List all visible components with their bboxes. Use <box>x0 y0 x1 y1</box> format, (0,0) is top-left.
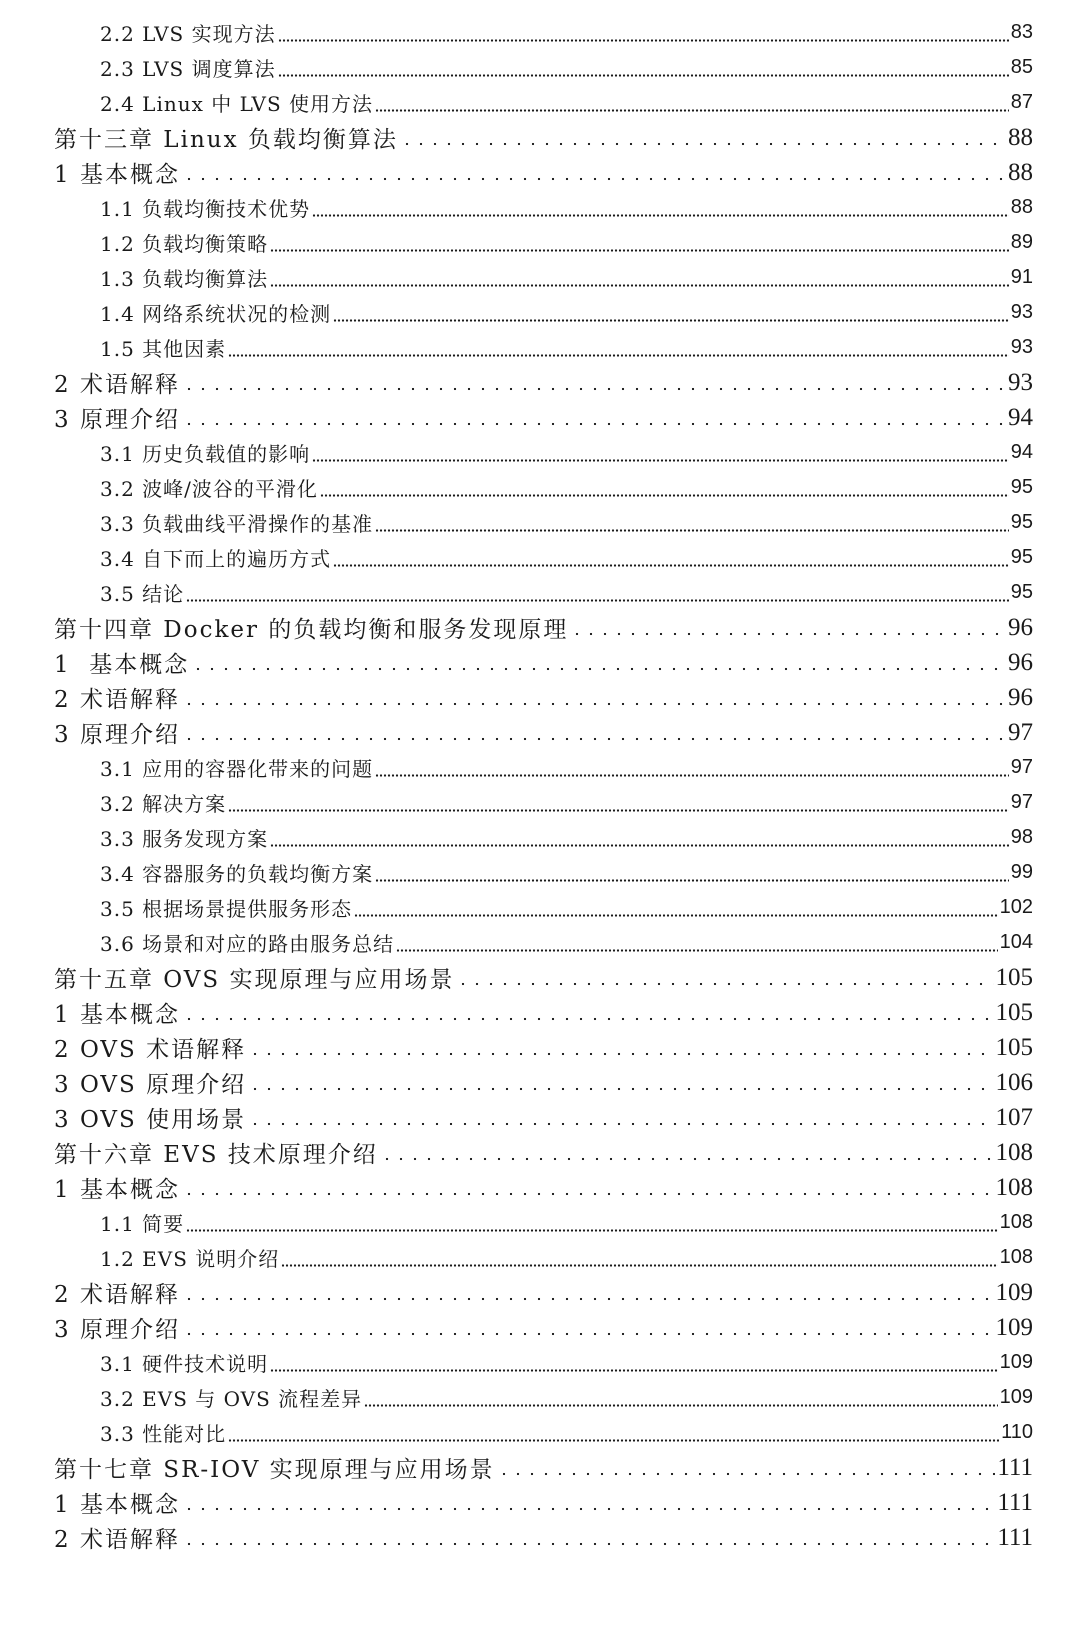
toc-entry-page-number: 94 <box>1010 441 1033 463</box>
dot-leader <box>570 632 1006 636</box>
dot-leader <box>270 249 1009 252</box>
dot-leader <box>186 599 1009 602</box>
toc-entry-title: 2.3 LVS 调度算法 <box>100 57 276 81</box>
toc-entry-minor[interactable] <box>0 85 1079 120</box>
table-of-contents <box>0 15 1079 1555</box>
dot-leader <box>333 319 1009 322</box>
toc-entry-major[interactable] <box>0 1170 1079 1205</box>
toc-entry-title: 2.4 Linux 中 LVS 使用方法 <box>100 92 374 116</box>
dot-leader <box>364 1404 997 1407</box>
toc-entry-title: 3.1 硬件技术说明 <box>100 1352 269 1376</box>
toc-entry-major[interactable] <box>0 1135 1079 1170</box>
toc-entry-title: 3.2 EVS 与 OVS 流程差异 <box>100 1387 363 1411</box>
toc-entry-page-number: 108 <box>999 1246 1033 1268</box>
toc-entry-title: 1.1 简要 <box>100 1212 185 1236</box>
toc-entry-minor[interactable] <box>0 890 1079 925</box>
toc-entry-title: 3.4 容器服务的负载均衡方案 <box>100 862 374 886</box>
toc-entry-page-number: 107 <box>995 1103 1033 1131</box>
toc-entry-title: 1 基本概念 <box>54 1002 180 1028</box>
toc-entry-major[interactable] <box>0 400 1079 435</box>
dot-leader <box>456 982 993 986</box>
dot-leader <box>375 774 1009 777</box>
dot-leader <box>312 459 1009 462</box>
toc-entry-major[interactable] <box>0 1485 1079 1520</box>
toc-entry-page-number: 109 <box>999 1351 1033 1373</box>
dot-leader <box>182 1332 994 1336</box>
toc-entry-title: 3.6 场景和对应的路由服务总结 <box>100 932 395 956</box>
dot-leader <box>228 809 1009 812</box>
toc-entry-major[interactable] <box>0 680 1079 715</box>
toc-entry-page-number: 95 <box>1010 511 1033 533</box>
toc-entry-minor[interactable] <box>0 1240 1079 1275</box>
toc-entry-title: 3 OVS 原理介绍 <box>54 1072 247 1098</box>
toc-entry-page-number: 83 <box>1010 21 1033 43</box>
toc-entry-page-number: 93 <box>1010 301 1033 323</box>
toc-entry-title: 2 术语解释 <box>54 372 180 398</box>
toc-entry-major[interactable] <box>0 610 1079 645</box>
toc-entry-minor[interactable] <box>0 225 1079 260</box>
toc-entry-major[interactable] <box>0 365 1079 400</box>
toc-entry-page-number: 97 <box>1010 756 1033 778</box>
toc-entry-title: 2 术语解释 <box>54 1282 180 1308</box>
toc-entry-minor[interactable] <box>0 1205 1079 1240</box>
dot-leader <box>375 529 1009 532</box>
toc-entry-title: 2 术语解释 <box>54 687 180 713</box>
toc-entry-title: 3 原理介绍 <box>54 722 180 748</box>
toc-entry-page-number: 88 <box>1010 196 1033 218</box>
toc-entry-page-number: 93 <box>1008 368 1033 396</box>
toc-entry-minor[interactable] <box>0 1415 1079 1450</box>
toc-entry-major[interactable] <box>0 155 1079 190</box>
toc-entry-page-number: 95 <box>1010 476 1033 498</box>
toc-entry-page-number: 94 <box>1008 403 1033 431</box>
dot-leader <box>281 1264 997 1267</box>
toc-entry-major[interactable] <box>0 1065 1079 1100</box>
toc-entry-major[interactable] <box>0 995 1079 1030</box>
dot-leader <box>375 109 1009 112</box>
toc-entry-page-number: 111 <box>997 1523 1033 1551</box>
toc-entry-major[interactable] <box>0 715 1079 750</box>
toc-entry-page-number: 105 <box>995 963 1033 991</box>
toc-entry-page-number: 96 <box>1008 648 1033 676</box>
toc-entry-minor[interactable] <box>0 260 1079 295</box>
dot-leader <box>497 1472 996 1476</box>
toc-entry-minor[interactable] <box>0 15 1079 50</box>
toc-entry-title: 3 原理介绍 <box>54 407 180 433</box>
toc-entry-major[interactable] <box>0 960 1079 995</box>
toc-entry-title: 3.2 波峰/波谷的平滑化 <box>100 477 318 501</box>
dot-leader <box>182 1017 994 1021</box>
dot-leader <box>228 1439 999 1442</box>
toc-entry-title: 3.2 解决方案 <box>100 792 227 816</box>
toc-entry-title: 1.2 负载均衡策略 <box>100 232 269 256</box>
toc-entry-title: 3 原理介绍 <box>54 1317 180 1343</box>
dot-leader <box>312 214 1009 217</box>
toc-entry-minor[interactable] <box>0 1380 1079 1415</box>
toc-entry-page-number: 85 <box>1010 56 1033 78</box>
toc-entry-title: 第十七章 SR-IOV 实现原理与应用场景 <box>54 1457 495 1483</box>
toc-entry-title: 第十四章 Docker 的负载均衡和服务发现原理 <box>54 617 569 643</box>
toc-entry-title: 1 基本概念 <box>54 1177 180 1203</box>
toc-entry-title: 1.1 负载均衡技术优势 <box>100 197 311 221</box>
toc-entry-minor[interactable] <box>0 575 1079 610</box>
toc-entry-page-number: 111 <box>997 1488 1033 1516</box>
dot-leader <box>396 949 997 952</box>
toc-entry-title: 3.5 根据场景提供服务形态 <box>100 897 353 921</box>
toc-entry-page-number: 96 <box>1008 613 1033 641</box>
toc-entry-title: 3.4 自下而上的遍历方式 <box>100 547 332 571</box>
toc-entry-page-number: 110 <box>1001 1421 1033 1443</box>
dot-leader <box>182 387 1006 391</box>
toc-entry-page-number: 109 <box>995 1278 1033 1306</box>
toc-entry-title: 3.5 结论 <box>100 582 185 606</box>
dot-leader <box>182 1507 995 1511</box>
dot-leader <box>270 844 1009 847</box>
dot-leader <box>270 284 1009 287</box>
toc-entry-page-number: 106 <box>995 1068 1033 1096</box>
toc-entry-major[interactable] <box>0 1520 1079 1555</box>
toc-entry-page-number: 108 <box>995 1138 1033 1166</box>
toc-entry-page-number: 98 <box>1010 826 1033 848</box>
toc-entry-major[interactable] <box>0 1310 1079 1345</box>
dot-leader <box>278 39 1009 42</box>
toc-entry-page-number: 95 <box>1010 546 1033 568</box>
toc-entry-page-number: 109 <box>999 1386 1033 1408</box>
dot-leader <box>182 1297 994 1301</box>
toc-entry-title: 3.3 服务发现方案 <box>100 827 269 851</box>
toc-entry-title: 3.3 性能对比 <box>100 1422 227 1446</box>
toc-entry-title: 1.3 负载均衡算法 <box>100 267 269 291</box>
toc-entry-page-number: 102 <box>999 896 1033 918</box>
toc-entry-minor[interactable] <box>0 435 1079 470</box>
toc-entry-major[interactable] <box>0 1100 1079 1135</box>
toc-entry-page-number: 108 <box>995 1173 1033 1201</box>
dot-leader <box>191 667 1006 671</box>
dot-leader <box>320 494 1009 497</box>
toc-entry-major[interactable] <box>0 1030 1079 1065</box>
dot-leader <box>375 879 1009 882</box>
toc-entry-title: 3 OVS 使用场景 <box>54 1107 247 1133</box>
dot-leader <box>182 1192 994 1196</box>
toc-entry-title: 1.5 其他因素 <box>100 337 227 361</box>
toc-entry-page-number: 87 <box>1010 91 1033 113</box>
dot-leader <box>354 914 997 917</box>
toc-entry-minor[interactable] <box>0 295 1079 330</box>
toc-entry-page-number: 88 <box>1008 158 1033 186</box>
dot-leader <box>248 1087 993 1091</box>
toc-entry-title: 1.4 网络系统状况的检测 <box>100 302 332 326</box>
toc-entry-title: 2 术语解释 <box>54 1527 180 1553</box>
toc-entry-title: 1 基本概念 <box>54 162 180 188</box>
toc-entry-title: 3.1 应用的容器化带来的问题 <box>100 757 374 781</box>
toc-entry-page-number: 88 <box>1008 123 1033 151</box>
toc-entry-major[interactable] <box>0 1275 1079 1310</box>
toc-entry-page-number: 111 <box>997 1453 1033 1481</box>
toc-entry-page-number: 89 <box>1010 231 1033 253</box>
toc-entry-minor[interactable] <box>0 855 1079 890</box>
toc-entry-major[interactable] <box>0 645 1079 680</box>
toc-entry-title: 3.1 历史负载值的影响 <box>100 442 311 466</box>
toc-entry-title: 第十六章 EVS 技术原理介绍 <box>54 1142 378 1168</box>
dot-leader <box>248 1122 993 1126</box>
toc-entry-minor[interactable] <box>0 785 1079 820</box>
toc-entry-minor[interactable] <box>0 470 1079 505</box>
dot-leader <box>182 177 1006 181</box>
toc-entry-page-number: 105 <box>995 998 1033 1026</box>
toc-entry-title: 3.3 负载曲线平滑操作的基准 <box>100 512 374 536</box>
toc-entry-title: 第十三章 Linux 负载均衡算法 <box>54 127 398 153</box>
toc-entry-page-number: 93 <box>1010 336 1033 358</box>
toc-entry-minor[interactable] <box>0 330 1079 365</box>
toc-entry-title: 1.2 EVS 说明介绍 <box>100 1247 280 1271</box>
dot-leader <box>400 142 1006 146</box>
toc-entry-title: 第十五章 OVS 实现原理与应用场景 <box>54 967 455 993</box>
toc-entry-page-number: 95 <box>1010 581 1033 603</box>
toc-entry-minor[interactable] <box>0 820 1079 855</box>
toc-entry-title: 1 基本概念 <box>54 652 190 678</box>
dot-leader <box>380 1157 994 1161</box>
toc-entry-title: 2.2 LVS 实现方法 <box>100 22 276 46</box>
toc-entry-minor[interactable] <box>0 1345 1079 1380</box>
toc-entry-page-number: 96 <box>1008 683 1033 711</box>
dot-leader <box>333 564 1009 567</box>
toc-entry-major[interactable] <box>0 120 1079 155</box>
toc-entry-minor[interactable] <box>0 505 1079 540</box>
toc-entry-page-number: 97 <box>1010 791 1033 813</box>
dot-leader <box>248 1052 993 1056</box>
toc-entry-page-number: 108 <box>999 1211 1033 1233</box>
dot-leader <box>182 702 1006 706</box>
toc-entry-title: 2 OVS 术语解释 <box>54 1037 247 1063</box>
dot-leader <box>182 1542 995 1546</box>
toc-entry-minor[interactable] <box>0 750 1079 785</box>
dot-leader <box>186 1229 997 1232</box>
dot-leader <box>278 74 1009 77</box>
toc-entry-title: 1 基本概念 <box>54 1492 180 1518</box>
toc-entry-page-number: 97 <box>1008 718 1033 746</box>
toc-entry-minor[interactable] <box>0 540 1079 575</box>
toc-entry-minor[interactable] <box>0 50 1079 85</box>
toc-entry-page-number: 104 <box>999 931 1033 953</box>
toc-entry-minor[interactable] <box>0 925 1079 960</box>
toc-entry-major[interactable] <box>0 1450 1079 1485</box>
dot-leader <box>182 737 1006 741</box>
toc-entry-page-number: 99 <box>1010 861 1033 883</box>
toc-entry-page-number: 109 <box>995 1313 1033 1341</box>
toc-entry-page-number: 91 <box>1010 266 1033 288</box>
toc-entry-minor[interactable] <box>0 190 1079 225</box>
dot-leader <box>228 354 1009 357</box>
dot-leader <box>270 1369 997 1372</box>
dot-leader <box>182 422 1006 426</box>
toc-entry-page-number: 105 <box>995 1033 1033 1061</box>
